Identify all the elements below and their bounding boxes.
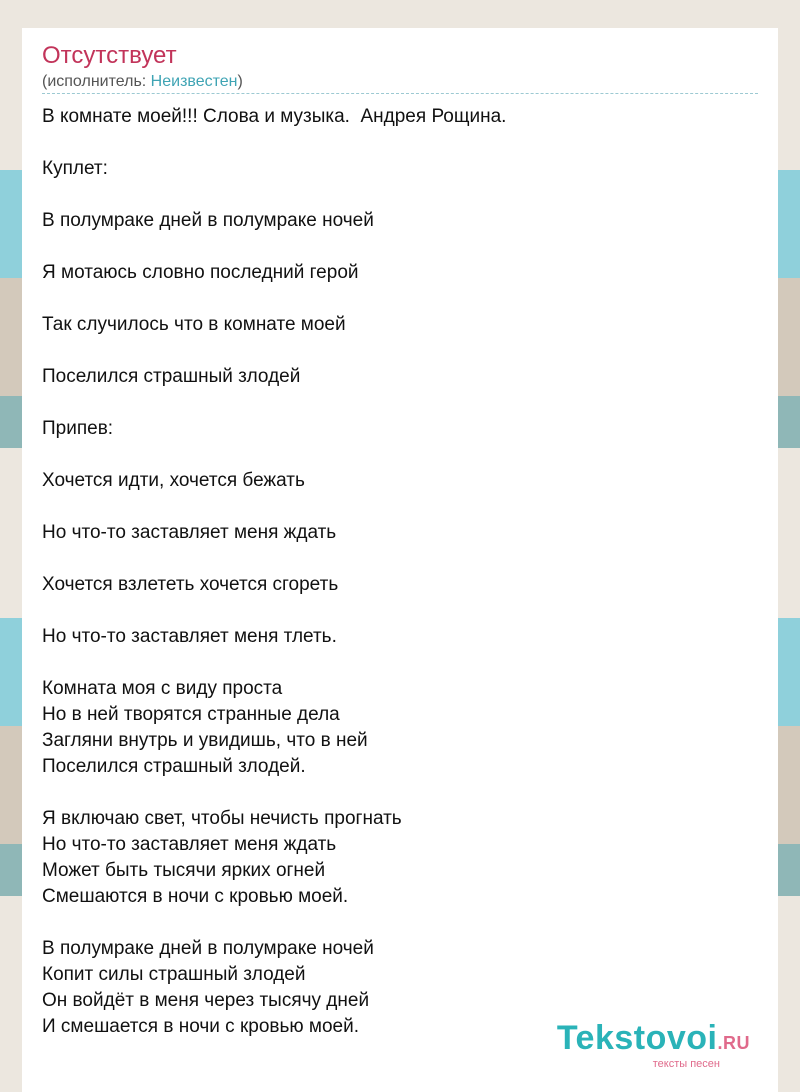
lyric-line: Он войдёт в меня через тысячу дней	[42, 990, 370, 1011]
lyric-line	[42, 286, 762, 312]
lyric-line: Смешаются в ночи с кровью моей.	[42, 886, 349, 907]
lyric-line: Хочется идти, хочется бежать	[42, 470, 305, 491]
lyric-line	[42, 234, 762, 260]
lyrics-text	[42, 104, 762, 1040]
site-logo[interactable]	[557, 1021, 750, 1070]
lyric-line: Поселился страшный злодей.	[42, 756, 306, 777]
lyric-line: Поселился страшный злодей	[42, 366, 301, 387]
lyric-line: Припев:	[42, 418, 114, 439]
lyric-line: Куплет:	[42, 158, 108, 179]
lyric-line: Копит силы страшный злодей	[42, 964, 306, 985]
logo-name: Tekstovoi	[556, 1019, 718, 1057]
lyric-line: Но что-то заставляет меня тлеть.	[42, 626, 337, 647]
lyric-line: Комната моя с виду проста	[42, 678, 283, 699]
lyric-line	[42, 650, 762, 676]
lyric-line	[42, 442, 762, 468]
lyric-line	[42, 910, 762, 936]
title-divider	[42, 93, 758, 94]
artist-suffix: )	[237, 73, 243, 90]
lyric-line: Но в ней творятся странные дела	[42, 704, 340, 725]
lyric-line: Но что-то заставляет меня ждать	[42, 522, 337, 543]
lyric-line	[42, 390, 762, 416]
lyric-line: Я включаю свет, чтобы нечисть прогнать	[42, 808, 402, 829]
lyric-line	[42, 598, 762, 624]
lyric-line	[42, 546, 762, 572]
lyric-line: В полумраке дней в полумраке ночей	[42, 938, 374, 959]
artist-link[interactable]: Неизвестен	[150, 73, 238, 90]
lyric-line: Но что-то заставляет меня ждать	[42, 834, 337, 855]
song-title: Отсутствует	[42, 42, 177, 69]
lyric-line: Загляни внутрь и увидишь, что в ней	[42, 730, 368, 751]
lyric-line	[42, 182, 762, 208]
lyric-line: В полумраке дней в полумраке ночей	[42, 210, 374, 231]
artist-line	[42, 73, 243, 91]
lyric-line	[42, 780, 762, 806]
lyric-line: Так случилось что в комнате моей	[42, 314, 346, 335]
lyric-line: И смешается в ночи с кровью моей.	[42, 1016, 360, 1037]
logo-tld: .RU	[717, 1033, 750, 1053]
artist-prefix: (исполнитель:	[42, 73, 151, 90]
lyric-line: Хочется взлететь хочется сгореть	[42, 574, 339, 595]
lyric-line: Я мотаюсь словно последний герой	[42, 262, 359, 283]
lyric-line	[42, 338, 762, 364]
lyric-line	[42, 494, 762, 520]
lyric-line: Может быть тысячи ярких огней	[42, 860, 326, 881]
logo-tagline: тексты песен	[652, 1058, 720, 1070]
lyrics-card	[22, 28, 778, 1092]
lyric-line: В комнате моей!!! Слова и музыка. Андрея Рощина.	[42, 106, 507, 127]
lyric-line	[42, 130, 762, 156]
